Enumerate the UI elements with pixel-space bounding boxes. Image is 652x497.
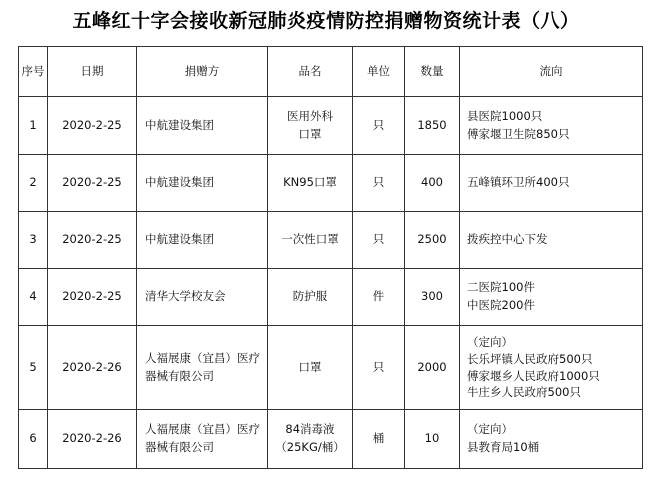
cell-donor: 中航建设集团: [137, 97, 268, 155]
flow-line: 牛庄乡人民政府500只: [467, 385, 581, 400]
header-flow: 流向: [460, 47, 643, 97]
table-row: [19, 97, 643, 155]
flow-line: （定向）: [467, 422, 513, 437]
cell-qty: 2500: [405, 212, 460, 269]
flow-line: 二医院100件: [467, 280, 535, 295]
cell-unit: 只: [353, 212, 405, 269]
cell-date: 2020-2-25: [48, 269, 137, 326]
cell-flow: [460, 326, 643, 410]
cell-unit: 只: [353, 155, 405, 212]
flow-line: 拨疾控中心下发: [467, 232, 548, 247]
cell-item: 84消毒液（25KG/桶）: [268, 410, 353, 469]
cell-item: 一次性口罩: [268, 212, 353, 269]
cell-donor: 清华大学校友会: [137, 269, 268, 326]
cell-qty: 300: [405, 269, 460, 326]
cell-donor: 中航建设集团: [137, 155, 268, 212]
flow-line: 县医院1000只: [467, 108, 543, 123]
cell-seq: 6: [19, 410, 48, 469]
cell-unit: 件: [353, 269, 405, 326]
cell-donor: 人福展康（宜昌）医疗器械有限公司: [137, 326, 268, 410]
cell-item: 口罩: [268, 326, 353, 410]
flow-line: 傅家堰卫生院850只: [467, 126, 570, 141]
cell-qty: 1850: [405, 97, 460, 155]
cell-date: 2020-2-26: [48, 326, 137, 410]
cell-flow: [460, 410, 643, 469]
cell-date: 2020-2-25: [48, 212, 137, 269]
table-row: [19, 269, 643, 326]
cell-flow: [460, 155, 643, 212]
page-title: 五峰红十字会接收新冠肺炎疫情防控捐赠物资统计表（八）: [72, 10, 580, 32]
cell-qty: 400: [405, 155, 460, 212]
flow-line: 长乐坪镇人民政府500只: [467, 351, 593, 366]
cell-qty: 2000: [405, 326, 460, 410]
header-qty: 数量: [405, 47, 460, 97]
header-unit: 单位: [353, 47, 405, 97]
cell-flow: [460, 97, 643, 155]
cell-seq: 4: [19, 269, 48, 326]
cell-item: KN95口罩: [268, 155, 353, 212]
flow-line: 县教育局10桶: [467, 440, 540, 454]
donation-table: [18, 46, 643, 469]
flow-line: （定向）: [467, 335, 513, 350]
header-donor: 捐赠方: [137, 47, 268, 97]
table-row: [19, 212, 643, 269]
header-item: 品名: [268, 47, 353, 97]
cell-unit: 只: [353, 326, 405, 410]
cell-donor: 中航建设集团: [137, 212, 268, 269]
flow-line: 中医院200件: [467, 298, 535, 312]
table-row: [19, 326, 643, 410]
header-seq: 序号: [19, 47, 48, 97]
cell-donor: 人福展康（宜昌）医疗器械有限公司: [137, 410, 268, 469]
cell-date: 2020-2-25: [48, 155, 137, 212]
cell-unit: 桶: [353, 410, 405, 469]
cell-seq: 3: [19, 212, 48, 269]
header-date: 日期: [48, 47, 137, 97]
cell-flow: [460, 212, 643, 269]
cell-unit: 只: [353, 97, 405, 155]
cell-date: 2020-2-26: [48, 410, 137, 469]
cell-qty: 10: [405, 410, 460, 469]
cell-seq: 1: [19, 97, 48, 155]
table-header-row: [19, 47, 643, 97]
cell-item: 防护服: [268, 269, 353, 326]
cell-date: 2020-2-25: [48, 97, 137, 155]
table-row: [19, 410, 643, 469]
cell-seq: 5: [19, 326, 48, 410]
cell-flow: [460, 269, 643, 326]
flow-line: 傅家堰乡人民政府1000只: [467, 368, 600, 383]
table-row: [19, 155, 643, 212]
cell-seq: 2: [19, 155, 48, 212]
flow-line: 五峰镇环卫所400只: [467, 175, 570, 190]
cell-item: 医用外科口罩: [268, 97, 353, 155]
